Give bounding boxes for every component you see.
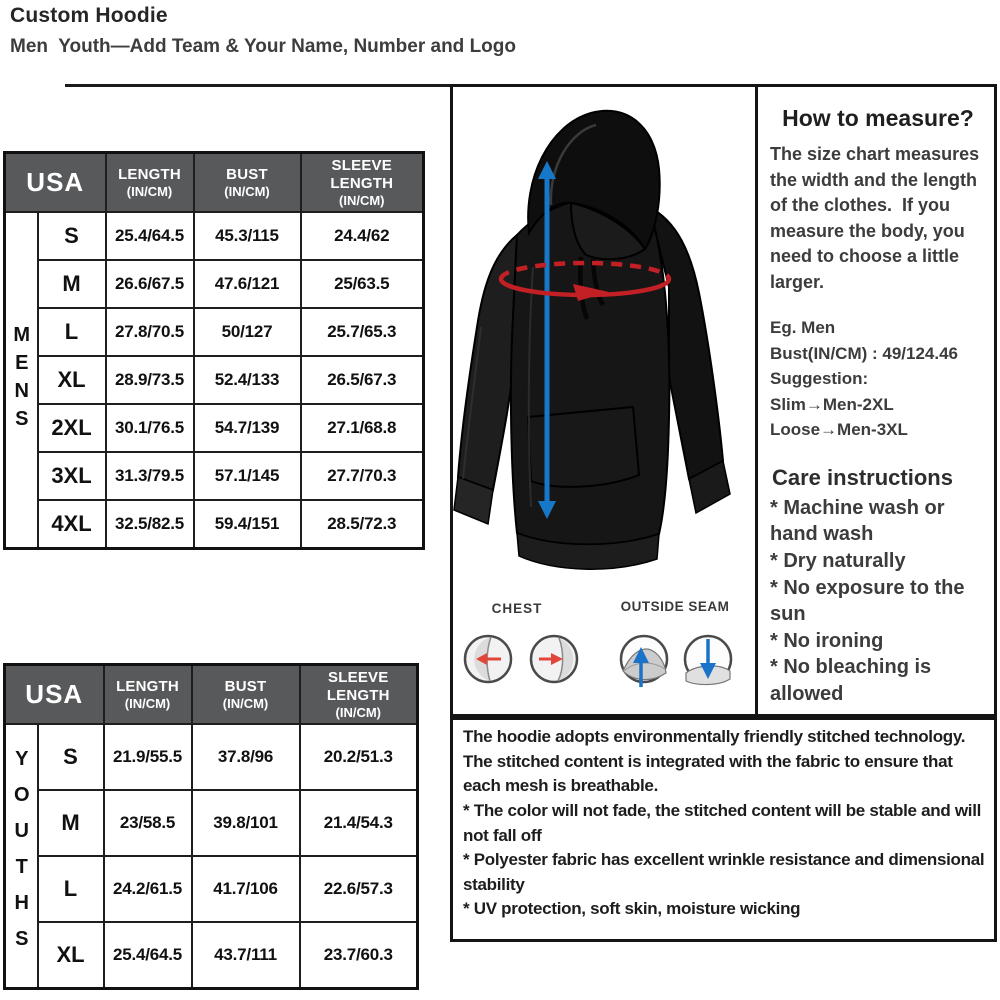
- length-cell: 28.9/73.5: [106, 356, 194, 404]
- outside-seam-diagram-label: OUTSIDE SEAM: [620, 599, 730, 614]
- care-item: * No ironing: [770, 629, 884, 652]
- bust-cell: 37.8/96: [192, 724, 300, 790]
- hoodie-svg: [453, 87, 755, 589]
- table-row: [5, 308, 424, 356]
- length-cell: 25.4/64.5: [104, 922, 192, 988]
- chest-measure-right-icon: [531, 636, 577, 682]
- example-line: Bust(IN/CM) : 49/124.46: [770, 343, 958, 363]
- description-bullet: * Polyester fabric has excellent wrinkle resistance and dimensional stability: [463, 850, 985, 894]
- bust-cell: 47.6/121: [194, 260, 301, 308]
- how-to-measure-panel: [758, 87, 994, 714]
- description-intro: The hoodie adopts environmentally friendly stitched technology. The stitched content is integrated with the fabric to ensure that each mesh is breathable.: [463, 727, 966, 796]
- diagram-svg: [453, 589, 755, 711]
- size-cell: XL: [38, 922, 104, 988]
- how-to-measure-text: The size chart measures the width and the length of the clothes. If you measure the body, you need to choose a little larger.: [770, 144, 985, 292]
- sleeve-cell: 25/63.5: [301, 260, 424, 308]
- sleeve-cell: 23.7/60.3: [300, 922, 418, 988]
- mens-size-table: [3, 151, 425, 550]
- table-row: [5, 356, 424, 404]
- bust-cell: 57.1/145: [194, 452, 301, 500]
- column-header-bust: BUST (IN/CM): [194, 153, 301, 213]
- page-subtitle: Men Youth—Add Team & Your Name, Number and Logo: [10, 36, 516, 57]
- column-header-length: LENGTH (IN/CM): [106, 153, 194, 213]
- size-cell: S: [38, 212, 106, 260]
- hoodie-illustration: [453, 87, 755, 589]
- chest-diagram-label: CHEST: [491, 601, 543, 616]
- table-row: [5, 500, 424, 548]
- care-item: * Dry naturally: [770, 549, 906, 572]
- group-label-mens: MENS: [5, 212, 38, 548]
- youths-size-table: [3, 663, 419, 990]
- length-cell: 32.5/82.5: [106, 500, 194, 548]
- bust-cell: 59.4/151: [194, 500, 301, 548]
- sleeve-cell: 20.2/51.3: [300, 724, 418, 790]
- bust-cell: 52.4/133: [194, 356, 301, 404]
- length-cell: 25.4/64.5: [106, 212, 194, 260]
- care-instructions-list: [770, 495, 986, 708]
- sleeve-cell: 21.4/54.3: [300, 790, 418, 856]
- chest-measure-left-icon: [465, 636, 511, 682]
- size-cell: M: [38, 790, 104, 856]
- measuring-diagrams: [453, 589, 755, 711]
- care-item: * No exposure to the sun: [770, 576, 965, 626]
- size-cell: 4XL: [38, 500, 106, 548]
- bust-cell: 41.7/106: [192, 856, 300, 922]
- sleeve-cell: 27.1/68.8: [301, 404, 424, 452]
- length-cell: 21.9/55.5: [104, 724, 192, 790]
- column-header-usa: USA: [5, 153, 106, 213]
- size-cell: S: [38, 724, 104, 790]
- column-header-bust: BUST (IN/CM): [192, 665, 300, 725]
- sleeve-cell: 24.4/62: [301, 212, 424, 260]
- length-cell: 30.1/76.5: [106, 404, 194, 452]
- example-line: Slim→Men-2XL: [770, 394, 894, 414]
- column-header-usa: USA: [5, 665, 104, 725]
- table-row: [5, 404, 424, 452]
- table-row: [5, 260, 424, 308]
- size-cell: 3XL: [38, 452, 106, 500]
- length-cell: 24.2/61.5: [104, 856, 192, 922]
- column-header-sleeve: SLEEVE LENGTH (IN/CM): [300, 665, 418, 725]
- size-cell: L: [38, 856, 104, 922]
- sleeve-cell: 22.6/57.3: [300, 856, 418, 922]
- column-header-length: LENGTH (IN/CM): [104, 665, 192, 725]
- size-cell: L: [38, 308, 106, 356]
- size-cell: XL: [38, 356, 106, 404]
- product-description-box: [450, 717, 997, 942]
- sleeve-cell: 27.7/70.3: [301, 452, 424, 500]
- care-item: * No bleaching is allowed: [770, 656, 932, 705]
- bust-cell: 45.3/115: [194, 212, 301, 260]
- example-line: Suggestion:: [770, 369, 869, 389]
- group-label-youths: YOUTHS: [5, 724, 38, 988]
- measure-box: [450, 84, 997, 717]
- outside-seam-up-icon: [621, 636, 667, 687]
- example-line: Eg. Men: [770, 318, 836, 338]
- care-item: * Machine wash or hand wash: [770, 496, 945, 546]
- sleeve-cell: 26.5/67.3: [301, 356, 424, 404]
- bust-cell: 54.7/139: [194, 404, 301, 452]
- table-row: [5, 790, 418, 856]
- example-line: Loose→Men-3XL: [770, 420, 908, 440]
- table-row: [5, 856, 418, 922]
- bust-cell: 50/127: [194, 308, 301, 356]
- table-row: [5, 212, 424, 260]
- table-row: [5, 452, 424, 500]
- column-header-sleeve: SLEEVE LENGTH (IN/CM): [301, 153, 424, 213]
- length-cell: 23/58.5: [104, 790, 192, 856]
- table-row: [5, 922, 418, 988]
- bust-cell: 39.8/101: [192, 790, 300, 856]
- length-cell: 31.3/79.5: [106, 452, 194, 500]
- length-cell: 27.8/70.5: [106, 308, 194, 356]
- bust-cell: 43.7/111: [192, 922, 300, 988]
- table-header-row: [5, 153, 424, 213]
- sleeve-cell: 28.5/72.3: [301, 500, 424, 548]
- table-header-row: [5, 665, 418, 725]
- how-to-measure-heading: How to measure?: [782, 105, 974, 131]
- length-cell: 26.6/67.5: [106, 260, 194, 308]
- description-bullet: * The color will not fade, the stitched content will be stable and will not fall off: [463, 800, 982, 845]
- description-bullet: * UV protection, soft skin, moisture wicking: [463, 899, 801, 919]
- table-row: [5, 724, 418, 790]
- sleeve-cell: 25.7/65.3: [301, 308, 424, 356]
- care-instructions-heading: Care instructions: [772, 464, 953, 490]
- outside-seam-down-icon: [685, 636, 731, 685]
- size-cell: M: [38, 260, 106, 308]
- page-title: Custom Hoodie: [10, 4, 168, 27]
- sizing-example: [770, 315, 986, 443]
- size-cell: 2XL: [38, 404, 106, 452]
